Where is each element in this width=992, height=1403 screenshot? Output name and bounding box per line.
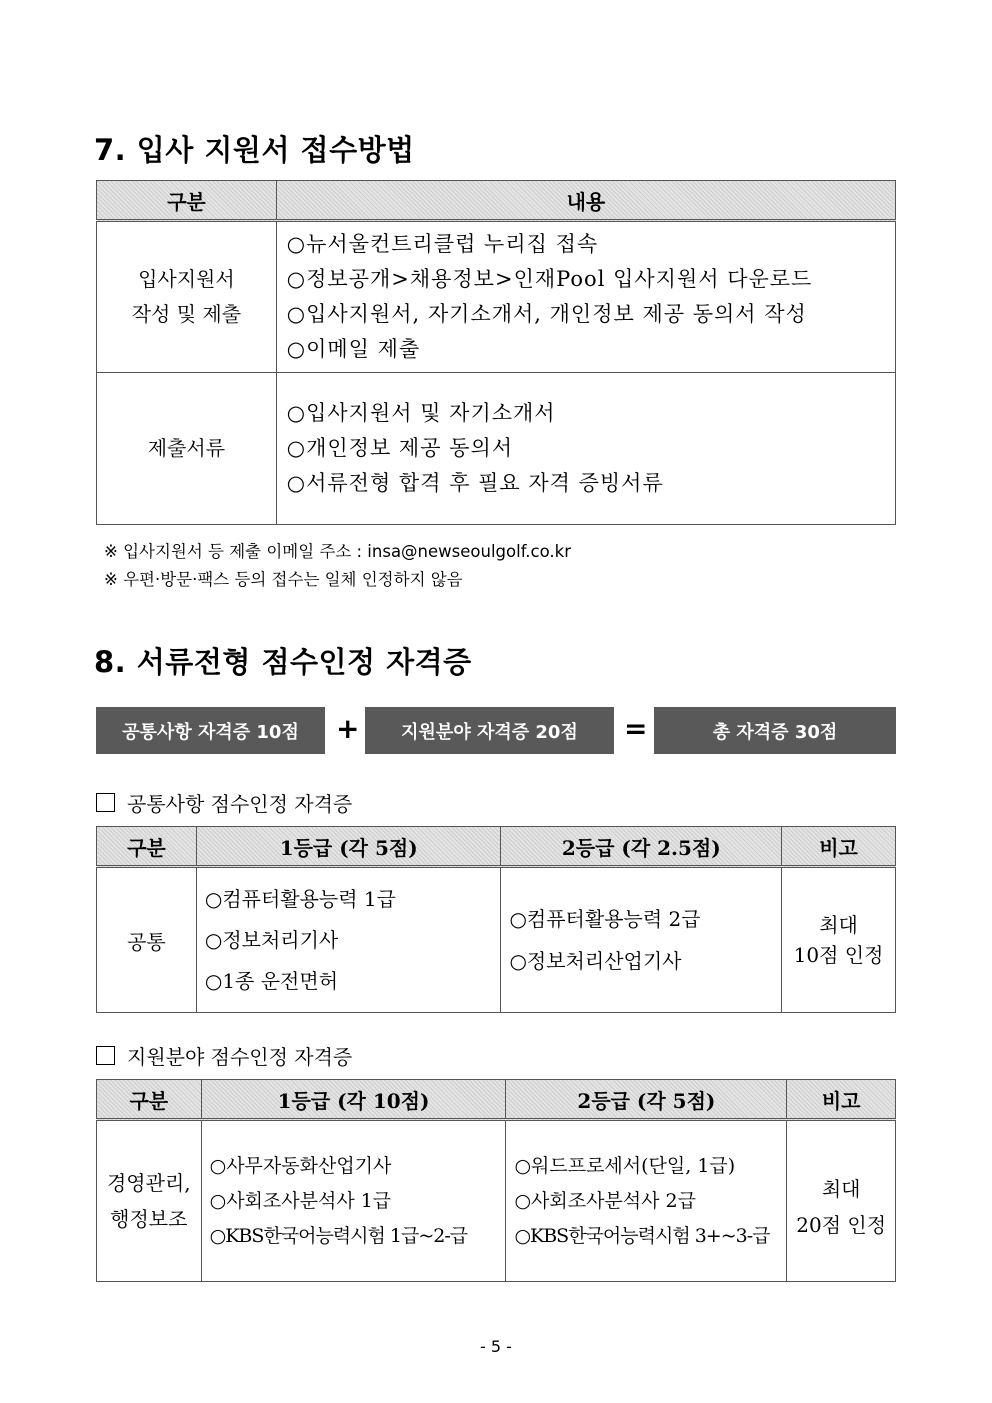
application-method-table: [96, 180, 896, 525]
header-category: 구분: [97, 827, 197, 867]
field-cert-box: 지원분야 자격증 20점: [365, 707, 614, 754]
row-content: [276, 373, 895, 525]
common-cert-table: [96, 826, 896, 1013]
note-restriction: ※ 우편·방문·팩스 등의 접수는 일체 인정하지 않음: [104, 570, 463, 589]
grade1-list: [201, 1120, 506, 1282]
field-subheading: [96, 1041, 352, 1070]
header-grade1: 1등급 (각 5점): [196, 827, 501, 867]
page-number: - 5 -: [480, 1337, 512, 1356]
list-item: ○사회조사분석사 2급: [514, 1189, 696, 1212]
section8-title: 8. 서류전형 점수인정 자격증: [94, 645, 472, 679]
header-category: 구분: [97, 1080, 202, 1120]
list-item: ○개인정보 제공 동의서: [286, 436, 514, 460]
header-content: 내용: [276, 181, 895, 221]
field-cert-table: [96, 1079, 896, 1282]
list-item: ○서류전형 합격 후 필요 자격 증빙서류: [286, 471, 664, 495]
note-email: ※ 입사지원서 등 제출 이메일 주소 : insa@newseoulgolf.co.kr: [104, 542, 572, 561]
header-grade2: 2등급 (각 2.5점): [501, 827, 782, 867]
list-item: ○사무자동화산업기사: [209, 1154, 392, 1177]
note-line: 20점 인정: [796, 1213, 887, 1237]
list-item: ○입사지원서, 자기소개서, 개인정보 제공 동의서 작성: [286, 302, 807, 326]
list-item: ○입사지원서 및 자기소개서: [286, 401, 556, 425]
plus-sign: +: [336, 712, 360, 745]
table-row: [97, 867, 896, 1013]
header-note: 비고: [787, 1080, 896, 1120]
row-category: 공통: [97, 867, 197, 1013]
grade1-list: [196, 867, 501, 1013]
note-line: 최대: [819, 913, 858, 937]
checkbox-square-icon: [96, 1046, 115, 1065]
note-line: 최대: [821, 1177, 861, 1201]
common-subheading-label: 공통사항 점수인정 자격증: [127, 792, 353, 816]
row-content: [276, 221, 895, 373]
list-item: ○컴퓨터활용능력 2급: [509, 907, 701, 931]
category-line: 행정보조: [110, 1207, 188, 1231]
category-line: 제출서류: [147, 436, 226, 460]
common-cert-box: 공통사항 자격증 10점: [96, 707, 325, 754]
row-category: [97, 221, 277, 373]
list-item: ○뉴서울컨트리클럽 누리집 접속: [286, 232, 599, 256]
common-subheading: [96, 788, 352, 817]
note-line: 10점 인정: [793, 943, 884, 967]
field-subheading-label: 지원분야 점수인정 자격증: [127, 1045, 353, 1069]
row-note: [787, 1120, 896, 1282]
header-grade1: 1등급 (각 10점): [201, 1080, 506, 1120]
equals-sign: =: [624, 712, 648, 745]
list-item: ○1종 운전면허: [204, 968, 339, 993]
total-cert-box: 총 자격증 30점: [654, 707, 896, 754]
header-grade2: 2등급 (각 5점): [506, 1080, 787, 1120]
section7-title: 7. 입사 지원서 접수방법: [94, 133, 415, 167]
header-note: 비고: [782, 827, 896, 867]
category-line: 경영관리,: [106, 1171, 191, 1195]
category-line: 작성 및 제출: [131, 302, 242, 326]
row-category: [97, 373, 277, 525]
list-item: ○KBS한국어능력시험 3+~3-급: [514, 1224, 770, 1247]
table-row: [97, 1120, 896, 1282]
grade2-list: [506, 1120, 787, 1282]
list-item: ○정보처리산업기사: [509, 949, 682, 973]
list-item: ○컴퓨터활용능력 1급: [204, 886, 396, 911]
row-category: [97, 1120, 202, 1282]
list-item: ○사회조사분석사 1급: [209, 1189, 392, 1212]
list-item: ○KBS한국어능력시험 1급~2-급: [209, 1224, 468, 1247]
list-item: ○정보처리기사: [204, 927, 339, 952]
list-item: ○워드프로세서(단일, 1급): [514, 1154, 736, 1177]
grade2-list: [501, 867, 782, 1013]
row-note: [782, 867, 896, 1013]
table-row: [97, 221, 896, 373]
header-category: 구분: [97, 181, 277, 221]
table-row: [97, 373, 896, 525]
list-item: ○이메일 제출: [286, 337, 421, 361]
list-item: ○정보공개>채용정보>인재Pool 입사지원서 다운로드: [286, 267, 813, 291]
checkbox-square-icon: [96, 793, 115, 812]
category-line: 입사지원서: [138, 267, 235, 291]
